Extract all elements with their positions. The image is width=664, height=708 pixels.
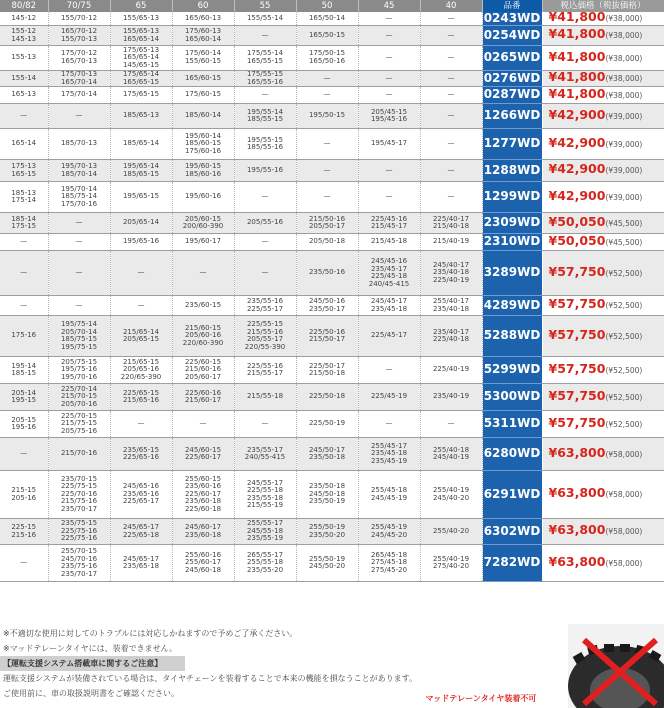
price-tax-excluded: (¥45,500) <box>605 218 643 228</box>
size-cell: — <box>0 545 48 582</box>
not-compatible-badge: マッドテレーンタイヤ装着不可 <box>398 692 564 706</box>
size-cell: 185-14 175-15 <box>0 213 48 234</box>
size-cell: — <box>110 296 172 316</box>
size-cell: 155/70-12 <box>48 12 110 26</box>
size-cell: 225-15 215-16 <box>0 519 48 545</box>
price-tax-excluded: (¥38,000) <box>605 74 643 84</box>
size-cell: 175/60-13 165/60-14 <box>172 26 234 46</box>
size-cell: — <box>358 182 420 213</box>
size-cell: 195/60-16 <box>172 182 234 213</box>
size-cell: 215/65-15 205/65-16 220/65-390 <box>110 357 172 384</box>
size-cell: 255/55-17 245/55-18 235/55-19 <box>234 519 296 545</box>
size-cell: — <box>420 104 482 129</box>
part-number: 1266WD <box>482 104 542 129</box>
size-cell: 145-12 <box>0 12 48 26</box>
size-cell: 255/40-20 <box>420 519 482 545</box>
part-number: 6280WD <box>482 438 542 471</box>
size-cell: — <box>420 411 482 438</box>
price-tax-included: ¥41,800 <box>548 12 606 25</box>
size-cell: 195/70-14 185/75-14 175/70-16 <box>48 182 110 213</box>
part-number: 4289WD <box>482 296 542 316</box>
size-cell: 215/45-18 <box>358 234 420 251</box>
size-cell: 215/70-16 <box>48 438 110 471</box>
size-cell: — <box>358 87 420 104</box>
size-cell: 225/50-19 <box>296 411 358 438</box>
size-cell: — <box>0 234 48 251</box>
size-cell: 185-13 175-14 <box>0 182 48 213</box>
size-cell: 195/55-15 185/55-16 <box>234 129 296 160</box>
tire-cross-icon <box>568 624 664 708</box>
size-cell: 245/65-17 235/65-18 <box>110 545 172 582</box>
size-cell: 165/60-15 <box>172 71 234 87</box>
part-number: 6291WD <box>482 471 542 519</box>
size-cell: — <box>110 251 172 296</box>
table-row <box>0 234 664 251</box>
mud-terrain-tire-image <box>568 624 664 708</box>
size-cell: 195/75-14 205/70-14 185/75-15 195/75-15 <box>48 316 110 357</box>
size-cell: 235/60-15 <box>172 296 234 316</box>
size-cell: — <box>358 357 420 384</box>
price-tax-excluded: (¥38,000) <box>605 31 643 41</box>
header-size-45: 45 <box>358 0 420 12</box>
size-cell: 255/40-19 245/40-20 <box>420 471 482 519</box>
size-cell: 205/60-15 200/60-390 <box>172 213 234 234</box>
size-cell: 245/45-16 235/45-17 225/45-18 240/45-415 <box>358 251 420 296</box>
price-cell <box>542 71 664 87</box>
size-cell: — <box>296 182 358 213</box>
size-cell: — <box>172 251 234 296</box>
price-cell <box>542 545 664 582</box>
size-cell: 175/55-14 165/55-15 <box>234 46 296 71</box>
size-cell: — <box>234 234 296 251</box>
size-cell: 205/75-15 195/75-16 195/70-16 <box>48 357 110 384</box>
price-tax-excluded: (¥38,000) <box>605 53 643 63</box>
size-cell: 225/45-19 <box>358 384 420 411</box>
price-cell <box>542 411 664 438</box>
size-cell: 225/60-16 215/60-17 <box>172 384 234 411</box>
size-cell: 225/55-15 215/55-16 205/55-17 220/55-390 <box>234 316 296 357</box>
table-body <box>0 12 664 582</box>
table-row <box>0 251 664 296</box>
size-cell: 175/65-13 165/65-14 145/65-15 <box>110 46 172 71</box>
size-cell: — <box>234 26 296 46</box>
size-cell: 255/40-19 275/40-20 <box>420 545 482 582</box>
price-cell <box>542 46 664 71</box>
size-cell: 225/50-16 215/50-17 <box>296 316 358 357</box>
part-number: 2310WD <box>482 234 542 251</box>
size-cell: 235/70-15 225/75-15 225/70-16 215/75-16 235/70-17 <box>48 471 110 519</box>
size-cell: — <box>358 160 420 182</box>
size-cell: — <box>296 87 358 104</box>
table-row <box>0 46 664 71</box>
price-tax-included: ¥63,800 <box>548 444 606 460</box>
size-cell: 195/55-16 <box>234 160 296 182</box>
size-cell: 245/40-17 235/40-18 225/40-19 <box>420 251 482 296</box>
size-cell: 255/60-16 255/60-17 245/60-18 <box>172 545 234 582</box>
size-cell: — <box>420 182 482 213</box>
header-part-number: 品番 <box>482 0 542 12</box>
price-cell <box>542 182 664 213</box>
size-cell: 205-15 195-16 <box>0 411 48 438</box>
notes-section <box>0 626 560 701</box>
part-number: 0254WD <box>482 26 542 46</box>
size-cell: 185/70-13 <box>48 129 110 160</box>
size-cell: 195/55-14 185/55-15 <box>234 104 296 129</box>
size-cell: 155-14 <box>0 71 48 87</box>
size-cell: 255/40-17 235/40-18 <box>420 296 482 316</box>
price-cell <box>542 234 664 251</box>
price-cell <box>542 357 664 384</box>
size-cell: 165/50-14 <box>296 12 358 26</box>
size-cell: 165/70-12 155/70-13 <box>48 26 110 46</box>
size-cell: — <box>0 296 48 316</box>
size-cell: 245/50-17 235/50-18 <box>296 438 358 471</box>
table-row <box>0 471 664 519</box>
size-cell: 255/45-17 235/45-18 235/45-19 <box>358 438 420 471</box>
size-cell: 185/65-13 <box>110 104 172 129</box>
size-cell: 215/55-18 <box>234 384 296 411</box>
size-cell: — <box>358 411 420 438</box>
size-cell: 235/40-19 <box>420 384 482 411</box>
part-number: 6302WD <box>482 519 542 545</box>
price-cell <box>542 12 664 26</box>
size-cell: 245/60-17 235/60-18 <box>172 519 234 545</box>
size-cell: 225/65-15 215/65-16 <box>110 384 172 411</box>
size-cell: — <box>48 213 110 234</box>
size-cell: 235/55-16 225/55-17 <box>234 296 296 316</box>
price-tax-excluded: (¥52,500) <box>605 268 643 278</box>
size-cell: 175/65-15 <box>110 87 172 104</box>
table-row <box>0 384 664 411</box>
size-cell: — <box>420 26 482 46</box>
size-cell: 205/55-16 <box>234 213 296 234</box>
size-cell: 255/45-18 245/45-19 <box>358 471 420 519</box>
price-tax-included: ¥41,800 <box>548 70 606 85</box>
size-cell: — <box>234 251 296 296</box>
size-cell: 195/60-15 185/60-16 <box>172 160 234 182</box>
header-size-60: 60 <box>172 0 234 12</box>
size-cell: 255/40-18 245/40-19 <box>420 438 482 471</box>
part-number: 5299WD <box>482 357 542 384</box>
size-cell: — <box>358 71 420 87</box>
size-cell: — <box>296 71 358 87</box>
size-cell: 235/40-17 225/40-18 <box>420 316 482 357</box>
price-tax-excluded: (¥38,000) <box>605 14 643 24</box>
part-number: 0287WD <box>482 87 542 104</box>
size-cell: — <box>420 160 482 182</box>
size-cell: 225/45-17 <box>358 316 420 357</box>
size-cell: — <box>234 411 296 438</box>
size-cell: — <box>48 104 110 129</box>
size-cell: — <box>110 411 172 438</box>
part-number: 0265WD <box>482 46 542 71</box>
notes-heading: 【運転支援システム搭載車に関するご注意】 <box>0 656 185 671</box>
header-size-70: 70/75 <box>48 0 110 12</box>
price-tax-excluded: (¥39,000) <box>605 111 643 121</box>
size-cell: 195/45-17 <box>358 129 420 160</box>
price-tax-excluded: (¥52,500) <box>605 419 643 429</box>
price-cell <box>542 104 664 129</box>
size-cell: 175/70-12 165/70-13 <box>48 46 110 71</box>
size-cell: — <box>358 46 420 71</box>
size-cell: 225/50-18 <box>296 384 358 411</box>
size-cell: 225/70-14 215/70-15 205/70-16 <box>48 384 110 411</box>
price-tax-excluded: (¥39,000) <box>605 139 643 149</box>
size-cell: 235/50-18 245/50-18 235/50-19 <box>296 471 358 519</box>
size-cell: 245/60-15 225/60-17 <box>172 438 234 471</box>
part-number: 0243WD <box>483 12 541 25</box>
price-cell <box>542 87 664 104</box>
header-size-80: 80/82 <box>0 0 48 12</box>
size-cell: 195/65-15 <box>110 182 172 213</box>
price-cell <box>542 296 664 316</box>
size-cell: 155/65-13 165/65-14 <box>110 26 172 46</box>
price-cell <box>542 251 664 296</box>
size-cell: 255/50-19 235/50-20 <box>296 519 358 545</box>
size-cell: 255/50-19 245/50-20 <box>296 545 358 582</box>
price-tax-excluded: (¥58,000) <box>605 490 643 500</box>
part-number: 7282WD <box>482 545 542 582</box>
size-cell: 235/55-17 240/55-415 <box>234 438 296 471</box>
size-cell: 205/50-18 <box>296 234 358 251</box>
size-cell: 265/45-18 275/45-18 275/45-20 <box>358 545 420 582</box>
header-price: 税込価格（税抜価格） <box>542 0 664 12</box>
part-number: 5311WD <box>482 411 542 438</box>
price-tax-included: ¥63,800 <box>548 553 606 569</box>
size-cell: 165-14 <box>0 129 48 160</box>
size-cell: 195/60-17 <box>172 234 234 251</box>
table-header-row <box>0 0 664 12</box>
size-cell: 165/50-15 <box>296 26 358 46</box>
size-cell: 215-15 205-16 <box>0 471 48 519</box>
size-cell: — <box>234 87 296 104</box>
size-cell: 245/65-17 225/65-18 <box>110 519 172 545</box>
size-cell: 175/70-13 165/70-14 <box>48 71 110 87</box>
price-cell <box>542 160 664 182</box>
price-tax-included: ¥57,750 <box>548 263 606 279</box>
price-cell <box>542 471 664 519</box>
table-row <box>0 519 664 545</box>
price-cell <box>542 316 664 357</box>
size-cell: 175/60-15 <box>172 87 234 104</box>
size-cell: — <box>420 46 482 71</box>
note-line: 運転支援システムが装備されている場合は、タイヤチェーンを装着することで本来の機能を損なうことがあります。 <box>3 674 417 683</box>
price-tax-excluded: (¥52,500) <box>605 301 643 311</box>
size-cell: 185/65-14 <box>110 129 172 160</box>
header-size-40: 40 <box>420 0 482 12</box>
size-cell: 245/45-17 235/45-18 <box>358 296 420 316</box>
header-size-50: 50 <box>296 0 358 12</box>
size-cell: 175/50-15 165/50-16 <box>296 46 358 71</box>
table-row <box>0 182 664 213</box>
table-row <box>0 213 664 234</box>
size-cell: 225/45-16 215/45-17 <box>358 213 420 234</box>
note-line: ※不適切な使用に対してのトラブルには対応しかねますので予めご了承ください。 <box>3 629 298 638</box>
price-tax-included: ¥42,900 <box>548 134 606 150</box>
size-cell: 255/60-15 235/60-16 225/60-17 235/60-18 225/60-18 <box>172 471 234 519</box>
price-tax-included: ¥50,050 <box>548 213 606 229</box>
price-tax-excluded: (¥38,000) <box>605 90 643 100</box>
table-row <box>0 104 664 129</box>
size-cell: 195/70-13 185/70-14 <box>48 160 110 182</box>
size-cell: 175/55-15 165/55-16 <box>234 71 296 87</box>
size-cell: 215/65-14 205/65-15 <box>110 316 172 357</box>
size-cell: 215/60-15 205/60-16 220/60-390 <box>172 316 234 357</box>
size-cell: 195/65-14 185/65-15 <box>110 160 172 182</box>
size-cell: 205/65-14 <box>110 213 172 234</box>
table-row <box>0 438 664 471</box>
size-cell: 215/40-19 <box>420 234 482 251</box>
price-cell <box>542 384 664 411</box>
table-row <box>0 87 664 104</box>
price-tax-included: ¥42,900 <box>548 187 606 203</box>
size-cell: 225/40-19 <box>420 357 482 384</box>
part-number: 1299WD <box>482 182 542 213</box>
size-cell: 155/65-13 <box>110 12 172 26</box>
size-cell: 195/65-16 <box>110 234 172 251</box>
table-row <box>0 71 664 87</box>
size-cell: 255/70-15 245/70-16 235/75-16 235/70-17 <box>48 545 110 582</box>
table-row <box>0 26 664 46</box>
price-tax-excluded: (¥39,000) <box>605 192 643 202</box>
table-row <box>0 296 664 316</box>
size-cell: 225/60-15 215/60-16 205/60-17 <box>172 357 234 384</box>
price-cell <box>542 129 664 160</box>
price-tax-excluded: (¥39,000) <box>605 166 643 176</box>
size-cell: 185/60-14 <box>172 104 234 129</box>
price-tax-excluded: (¥52,500) <box>605 392 643 402</box>
price-tax-included: ¥63,800 <box>548 485 606 501</box>
price-tax-excluded: (¥58,000) <box>605 449 643 459</box>
part-number: 5300WD <box>482 384 542 411</box>
size-cell: 175/65-14 165/65-15 <box>110 71 172 87</box>
size-cell: — <box>48 296 110 316</box>
size-cell: — <box>234 182 296 213</box>
size-cell: 175-16 <box>0 316 48 357</box>
size-cell: 155-13 <box>0 46 48 71</box>
price-tax-included: ¥50,050 <box>548 233 606 248</box>
size-cell: 215/50-16 205/50-17 <box>296 213 358 234</box>
table-row <box>0 357 664 384</box>
size-cell: 235/50-16 <box>296 251 358 296</box>
size-cell: — <box>48 251 110 296</box>
size-cell: — <box>420 129 482 160</box>
price-tax-included: ¥57,750 <box>548 387 606 403</box>
price-tax-included: ¥41,800 <box>548 26 606 42</box>
size-cell: 245/50-16 235/50-17 <box>296 296 358 316</box>
price-tax-excluded: (¥52,500) <box>605 331 643 341</box>
size-cell: 195/50-15 <box>296 104 358 129</box>
size-cell: 195/60-14 185/60-15 175/60-16 <box>172 129 234 160</box>
price-cell <box>542 213 664 234</box>
price-tax-included: ¥57,750 <box>548 326 606 342</box>
size-cell: 265/55-17 255/55-18 235/55-20 <box>234 545 296 582</box>
price-tax-included: ¥57,750 <box>548 360 606 376</box>
price-tax-included: ¥41,800 <box>548 48 606 64</box>
size-cell: — <box>48 234 110 251</box>
size-cell: 165-13 <box>0 87 48 104</box>
table-row <box>0 545 664 582</box>
size-cell: 225/70-15 215/75-15 205/75-16 <box>48 411 110 438</box>
price-tax-included: ¥42,900 <box>548 161 606 177</box>
price-tax-included: ¥42,900 <box>548 106 606 122</box>
size-cell: 225/40-17 215/40-18 <box>420 213 482 234</box>
note-line: ※マッドテレーンタイヤには、装着できません。 <box>3 644 178 653</box>
size-cell: 205/45-15 195/45-16 <box>358 104 420 129</box>
size-cell: — <box>358 26 420 46</box>
part-number: 3289WD <box>482 251 542 296</box>
size-cell: 195-14 185-15 <box>0 357 48 384</box>
part-number: 1277WD <box>482 129 542 160</box>
size-cell: 235/65-15 225/65-16 <box>110 438 172 471</box>
size-cell: 225/55-16 215/55-17 <box>234 357 296 384</box>
size-cell: 175-13 165-15 <box>0 160 48 182</box>
price-tax-excluded: (¥45,500) <box>605 237 643 247</box>
size-cell: 235/75-15 225/75-16 225/75-16 <box>48 519 110 545</box>
size-cell: 175/60-14 155/60-15 <box>172 46 234 71</box>
size-cell: 155-12 145-13 <box>0 26 48 46</box>
part-number: 1288WD <box>482 160 542 182</box>
price-cell <box>542 26 664 46</box>
size-cell: 225/50-17 215/50-18 <box>296 357 358 384</box>
size-cell: — <box>420 12 482 26</box>
size-cell: 255/45-19 245/45-20 <box>358 519 420 545</box>
price-tax-included: ¥63,800 <box>548 522 606 538</box>
header-size-65: 65 <box>110 0 172 12</box>
size-cell: 245/65-16 235/65-16 225/65-17 <box>110 471 172 519</box>
price-tax-excluded: (¥58,000) <box>605 527 643 537</box>
table-row <box>0 160 664 182</box>
size-cell: 245/55-17 225/55-18 235/55-18 215/55-19 <box>234 471 296 519</box>
size-cell: 165/60-13 <box>172 12 234 26</box>
table-row <box>0 316 664 357</box>
size-cell: — <box>296 129 358 160</box>
price-tax-included: ¥41,800 <box>548 86 606 101</box>
note-line: ご使用前に、車の取扱説明書をご確認ください。 <box>3 689 179 698</box>
header-size-55: 55 <box>234 0 296 12</box>
table-row <box>0 411 664 438</box>
size-cell: 175/70-14 <box>48 87 110 104</box>
price-tax-excluded: (¥58,000) <box>605 558 643 568</box>
price-tax-included: ¥57,750 <box>548 296 606 312</box>
part-number: 2309WD <box>482 213 542 234</box>
size-cell: — <box>0 104 48 129</box>
size-cell: — <box>0 438 48 471</box>
price-cell <box>542 519 664 545</box>
part-number: 0276WD <box>483 70 541 85</box>
size-cell: — <box>420 71 482 87</box>
price-cell <box>542 438 664 471</box>
size-cell: 155/55-14 <box>234 12 296 26</box>
table-row <box>0 129 664 160</box>
size-cell: — <box>296 160 358 182</box>
size-cell: — <box>0 251 48 296</box>
price-tax-excluded: (¥52,500) <box>605 365 643 375</box>
size-cell: — <box>420 87 482 104</box>
size-cell: 205-14 195-15 <box>0 384 48 411</box>
table-row <box>0 12 664 26</box>
size-cell: — <box>172 411 234 438</box>
part-number: 5288WD <box>482 316 542 357</box>
size-cell: — <box>358 12 420 26</box>
price-tax-included: ¥57,750 <box>548 414 606 430</box>
